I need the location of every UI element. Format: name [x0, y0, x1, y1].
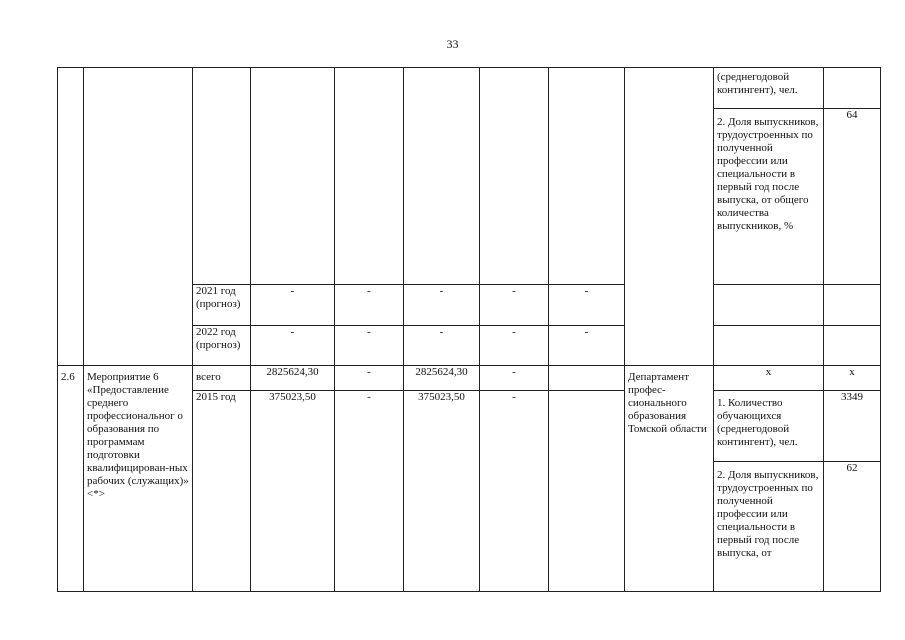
- value-cell: 2825624,30: [404, 366, 480, 391]
- year-cell: 2015 год: [193, 391, 251, 592]
- year-cell: [193, 68, 251, 285]
- year-cell: 2022 год (прогноз): [193, 326, 251, 366]
- name-cell: [84, 68, 193, 366]
- value-cell: -: [480, 285, 549, 326]
- num-cell: 2.6: [58, 366, 84, 592]
- indicator-value: [824, 285, 881, 326]
- value-cell: -: [480, 366, 549, 391]
- indicator-text: [714, 285, 824, 326]
- value-cell: -: [480, 326, 549, 366]
- value-cell: -: [335, 366, 404, 391]
- value-cell: [335, 68, 404, 285]
- value-cell: -: [251, 285, 335, 326]
- table-row: [58, 366, 881, 391]
- value-cell: 375023,50: [404, 391, 480, 592]
- indicator-text: (среднегодовой контингент), чел.: [714, 68, 824, 109]
- value-cell: 375023,50: [251, 391, 335, 592]
- value-cell: -: [335, 391, 404, 592]
- value-cell: [480, 68, 549, 285]
- value-cell: [549, 366, 625, 391]
- value-cell: [549, 391, 625, 592]
- value-cell: [404, 68, 480, 285]
- value-cell: -: [549, 285, 625, 326]
- page-number: 33: [446, 37, 459, 51]
- year-cell: всего: [193, 366, 251, 391]
- value-cell: 2825624,30: [251, 366, 335, 391]
- program-table: [57, 67, 881, 592]
- indicator-text: 2. Доля выпускников, трудоустроенных по полученной профессии или специальности в первый год после выпуска, от: [714, 462, 824, 592]
- value-cell: -: [335, 285, 404, 326]
- value-cell: -: [335, 326, 404, 366]
- indicator-value: х: [824, 366, 881, 391]
- executor-cell: Департамент профес-сионального образования Томской области: [625, 366, 714, 592]
- indicator-text: [714, 326, 824, 366]
- value-cell: -: [549, 326, 625, 366]
- indicator-value: [824, 326, 881, 366]
- indicator-text: 1. Количество обучающихся (среднегодовой контингент), чел.: [714, 391, 824, 462]
- value-cell: [251, 68, 335, 285]
- value-cell: -: [251, 326, 335, 366]
- indicator-value: [824, 68, 881, 109]
- value-cell: -: [404, 326, 480, 366]
- indicator-value: 3349: [824, 391, 881, 462]
- measure-name: Мероприятие 6 «Предоставление среднего профессиональног о образования по программам подготовки квалифицирован-ных рабочих (служащих)» <*>: [84, 366, 193, 592]
- value-cell: -: [480, 391, 549, 592]
- value-cell: [549, 68, 625, 285]
- indicator-text: 2. Доля выпускников, трудоустроенных по полученной профессии или специальности в первый год после выпуска, от общего количества выпускников, %: [714, 109, 824, 285]
- table-row: [58, 68, 881, 109]
- indicator-value: 62: [824, 462, 881, 592]
- indicator-text: х: [714, 366, 824, 391]
- num-cell: [58, 68, 84, 366]
- indicator-value: 64: [824, 109, 881, 285]
- value-cell: -: [404, 285, 480, 326]
- executor-cell: [625, 68, 714, 366]
- year-cell: 2021 год (прогноз): [193, 285, 251, 326]
